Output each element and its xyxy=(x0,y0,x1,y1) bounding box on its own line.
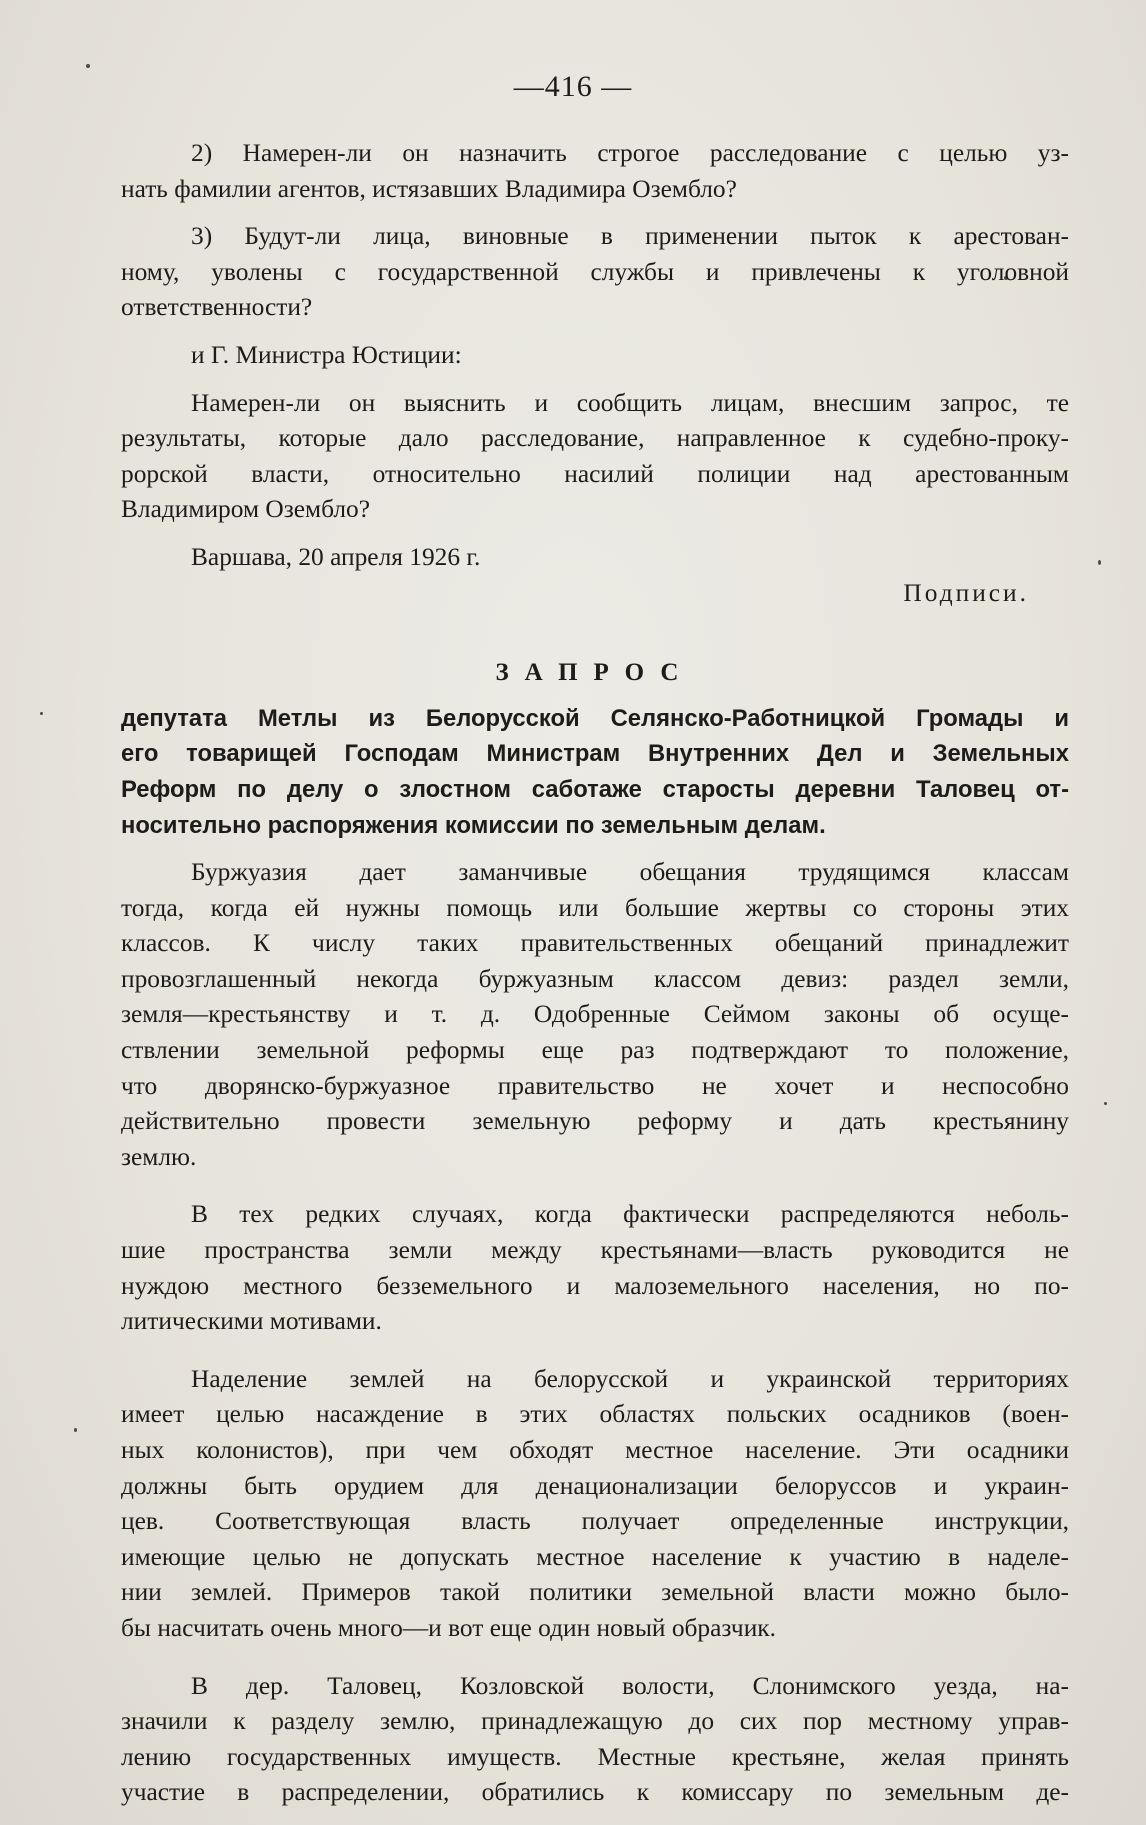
heading-subtitle-line: носительно распоряжения комиссии по земельным делам. xyxy=(121,811,826,839)
scan-speck xyxy=(86,64,90,68)
text-line: бы насчитать очень много—и вот еще один новый образчик. xyxy=(121,1613,776,1642)
text-line: ответственности? xyxy=(121,293,313,322)
text-line: и Г. Министра Юстиции: xyxy=(191,340,462,369)
date-line: Варшава, 20 апреля 1926 г. xyxy=(191,542,481,571)
text-line: Владимиром Оземблο? xyxy=(121,495,370,524)
text-line: нать фамилии агентов, истязавших Владимира Оземблο? xyxy=(121,174,737,203)
text-line: литическими мотивами. xyxy=(121,1307,382,1336)
text-line: цев. Соответствующая власть получает определенные инструкции, xyxy=(121,1507,1069,1536)
text-line: нии землей. Примеров такой политики земельной власти можно было- xyxy=(121,1578,1069,1607)
text-line: ных колонистов), при чем обходят местное население. Эти осадники xyxy=(121,1436,1069,1464)
text-line: действительно провести земельную реформу и дать крестьянину xyxy=(121,1107,1069,1136)
text-line: Намерен-ли он выяснить и сообщить лицам, внесшим запрос, те xyxy=(191,388,1069,417)
heading-subtitle-line: его товарищей Господам Министрам Внутренних Дел и Земельных xyxy=(121,740,1069,768)
signatures-label: Подписи. xyxy=(903,578,1029,607)
scan-speck xyxy=(1098,560,1101,565)
page-number: —416 — xyxy=(513,70,633,103)
text-line: В тех редких случаях, когда фактически распределяются неболь- xyxy=(191,1200,1069,1229)
scan-speck xyxy=(1104,1102,1107,1105)
text-line: шие пространства земли между крестьянами—власть руководится не xyxy=(121,1236,1069,1265)
text-line: лению государственных имуществ. Местные крестьяне, желая принять xyxy=(121,1742,1069,1771)
text-line: Буржуазия дает заманчивые обещания трудящимся классам xyxy=(191,858,1069,887)
heading-subtitle-line: депутата Метлы из Белорусской Селянско-Работницкой Громады и xyxy=(121,704,1069,732)
text-line: 2) Намерен-ли он назначить строгое расследование с целью уз- xyxy=(191,139,1069,167)
text-line: должны быть орудием для денационализации белоруссов и украин- xyxy=(121,1471,1069,1500)
text-line: имеет целью насаждение в этих областях польских осадников (воен- xyxy=(121,1400,1069,1429)
text-line: ствлении земельной реформы еще раз подтверждают то положение, xyxy=(121,1036,1069,1065)
text-line: значили к разделу землю, принадлежащую до сих пор местному управ- xyxy=(121,1707,1069,1736)
text-line: провозглашенный некогда буржуазным классом девиз: раздел земли, xyxy=(121,964,1069,993)
text-line: рорской власти, относительно насилий полиции над арестованным xyxy=(121,459,1069,488)
text-line: что дворянско-буржуазное правительство не хочет и неспособно xyxy=(121,1071,1069,1100)
section-heading: ЗАПРОС xyxy=(495,659,695,687)
text-line: нуждою местного безземельного и малоземельного населения, но по- xyxy=(121,1271,1069,1300)
text-line: классов. К числу таких правительственных обещаний принадлежит xyxy=(121,929,1069,958)
text-line: 3) Будут-ли лица, виновные в применении пыток к арестован- xyxy=(191,222,1069,251)
text-line: тогда, когда ей нужны помощь или большие жертвы со стороны этих xyxy=(121,893,1069,922)
text-line: участие в распределении, обратились к комиссару по земельным де- xyxy=(121,1778,1069,1807)
scan-speck xyxy=(74,1428,77,1432)
text-line: В дер. Таловец, Козловской волости, Слонимского уезда, на- xyxy=(191,1671,1069,1700)
text-line: результаты, которые дало расследование, направленное к судебно-проку- xyxy=(121,424,1069,453)
scan-speck xyxy=(40,712,43,715)
text-line: землю. xyxy=(121,1142,197,1171)
heading-subtitle-line: Реформ по делу о злостном саботаже старосты деревни Таловец от- xyxy=(121,775,1069,803)
document-body xyxy=(121,136,1069,1811)
text-line: Наделение землей на белорусской и украинской территориях xyxy=(191,1364,1069,1393)
text-line: земля—крестьянству и т. д. Одобренные Сеймом законы об осуще- xyxy=(121,1000,1069,1029)
text-line: ному, уволены с государственной службы и привлечены к уголовной xyxy=(121,257,1069,286)
text-line: имеющие целью не допускать местное население к участию в наделе- xyxy=(121,1542,1069,1571)
